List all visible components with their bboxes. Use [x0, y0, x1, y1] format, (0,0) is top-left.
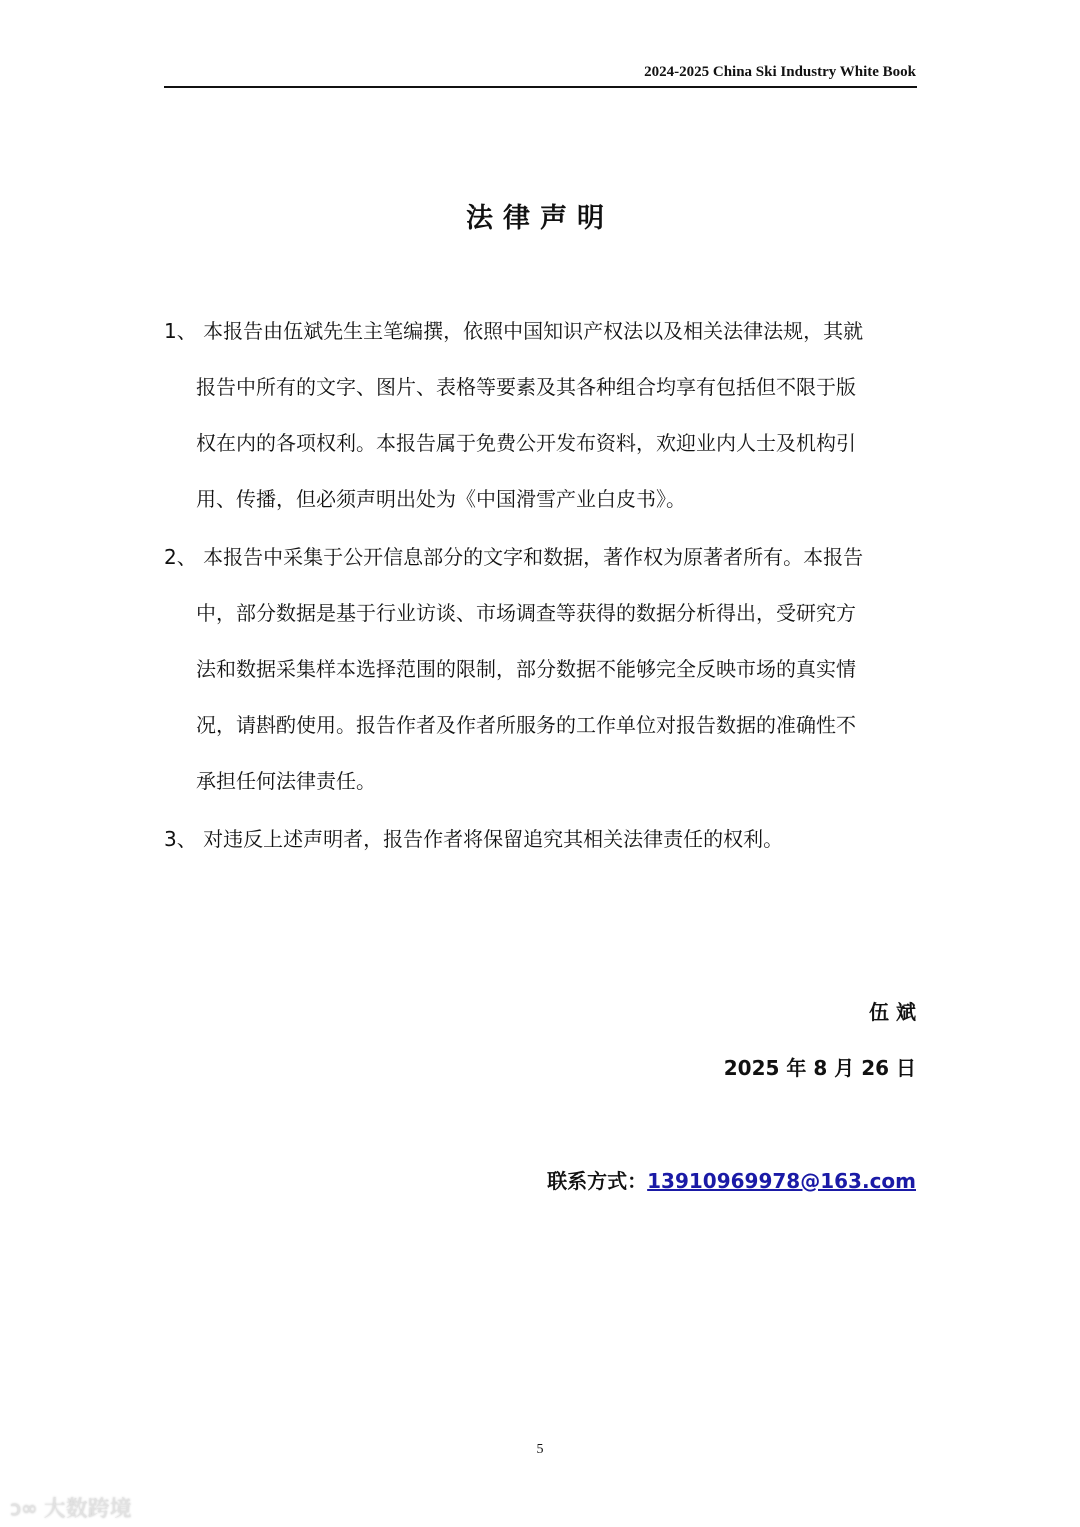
contact-email-link[interactable]: 13910969978@163.com	[647, 1169, 916, 1193]
watermark	[10, 1492, 132, 1523]
watermark-text: 大数跨境	[43, 1497, 132, 1522]
paragraph-line: 况，请斟酌使用。报告作者及作者所服务的工作单位对报告数据的准确性不	[196, 713, 856, 737]
paragraph-line: 权在内的各项权利。本报告属于免费公开发布资料，欢迎业内人士及机构引	[196, 431, 856, 455]
signature-author: 伍 斌	[869, 1000, 916, 1024]
paragraph-1	[164, 303, 924, 527]
header-rule	[164, 86, 917, 88]
paragraph-2	[164, 529, 924, 809]
running-header-title: 2024-2025 China Ski Industry White Book	[644, 64, 916, 80]
contact-label: 联系方式：	[547, 1169, 648, 1193]
watermark-logo-icon: ↄ∞	[10, 1495, 38, 1520]
paragraph-line: 2、 本报告中采集于公开信息部分的文字和数据，著作权为原著者所有。本报告	[164, 545, 864, 569]
paragraph-line: 报告中所有的文字、图片、表格等要素及其各种组合均享有包括但不限于版	[196, 375, 856, 399]
paragraph-line: 1、 本报告由伍斌先生主笔编撰，依照中国知识产权法以及相关法律法规，其就	[164, 319, 864, 343]
paragraph-line: 法和数据采集样本选择范围的限制，部分数据不能够完全反映市场的真实情	[196, 657, 856, 681]
paragraph-line: 中，部分数据是基于行业访谈、市场调查等获得的数据分析得出，受研究方	[196, 601, 856, 625]
paragraph-line: 用、传播，但必须声明出处为《中国滑雪产业白皮书》。	[196, 487, 686, 511]
contact-line	[547, 1165, 916, 1194]
page-number: 5	[536, 1442, 544, 1457]
paragraph-3	[164, 811, 924, 867]
paragraph-line: 3、 对违反上述声明者，报告作者将保留追究其相关法律责任的权利。	[164, 827, 784, 851]
document-title: 法律声明	[466, 203, 614, 234]
signature-date: 2025 年 8 月 26 日	[723, 1056, 916, 1080]
paragraph-line: 承担任何法律责任。	[196, 769, 376, 793]
